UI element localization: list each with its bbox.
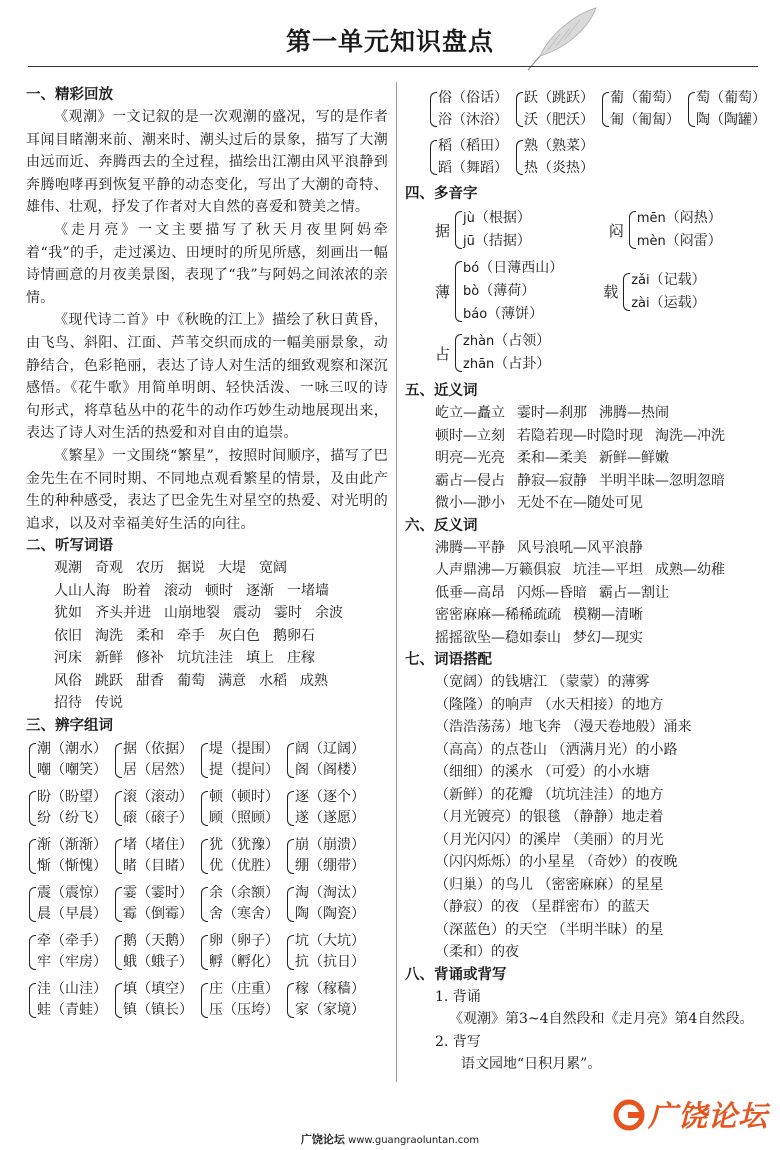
dictation-word: 山崩地裂 xyxy=(164,605,220,622)
word-row xyxy=(54,557,388,580)
pair-line: 压（压垮） xyxy=(209,1002,279,1019)
char-pair xyxy=(200,835,279,878)
reading-line xyxy=(463,280,563,303)
polyphonic-row xyxy=(435,207,763,253)
pinyin: zhàn xyxy=(463,334,495,349)
pinyin: jù xyxy=(463,211,475,226)
column-divider xyxy=(396,82,397,1082)
dictation-word: 庄稼 xyxy=(287,650,315,667)
page-title: 第一单元知识盘点 xyxy=(285,27,494,56)
pair-line: 填（填空） xyxy=(123,980,193,997)
reading-line xyxy=(463,207,531,230)
reading-word: （记载） xyxy=(649,271,706,288)
dictation-word: 余波 xyxy=(315,605,343,622)
reading-list xyxy=(455,257,563,326)
dictation-word: 牵手 xyxy=(177,627,205,644)
dictation-word: 甜香 xyxy=(136,672,164,689)
char-pair xyxy=(114,835,193,878)
dictation-word: 河床 xyxy=(54,650,82,667)
polyphonic-row xyxy=(435,257,763,326)
pair-line: 俗（俗话） xyxy=(438,90,508,106)
section-title: 七、词语搭配 xyxy=(405,652,492,668)
pinyin: bò xyxy=(463,284,480,299)
char-pair xyxy=(200,979,279,1022)
pair-line: 惭（惭愧） xyxy=(37,858,107,875)
pair-line: 阁（阁楼） xyxy=(295,762,365,779)
word-pair-line xyxy=(435,402,763,425)
char-pair xyxy=(286,787,365,830)
reading-line xyxy=(463,330,550,353)
dictation-word: 逐渐 xyxy=(246,582,274,599)
collocation-line: （新鲜）的花瓣 （坑坑洼洼）的地方 xyxy=(435,786,664,803)
word-pair: 模糊—清晰 xyxy=(573,607,643,623)
word-pair: 微小—渺小 xyxy=(435,495,505,511)
reading-word: （闷雷） xyxy=(665,233,722,249)
pair-line: 据（依据） xyxy=(123,740,193,757)
reading-list xyxy=(623,269,705,315)
polyphonic-item xyxy=(603,269,705,315)
char-pair xyxy=(200,787,279,830)
collocation-line: （柔和）的夜 xyxy=(435,944,519,960)
dictation-word: 柔和 xyxy=(136,627,164,644)
pair-line: 庄（庄重） xyxy=(209,980,279,997)
word-pair-line xyxy=(435,492,763,515)
word-pair: 密密麻麻—稀稀疏疏 xyxy=(435,607,561,623)
pair-line: 绷（绷带） xyxy=(295,858,365,875)
char-pair xyxy=(28,931,107,974)
char-pairs-left xyxy=(26,739,388,1022)
word-pair-line xyxy=(435,559,763,582)
pair-line: 顾（照顾） xyxy=(209,810,279,827)
polyphonic-item xyxy=(609,207,722,253)
footer-url: www.guangraoluntan.com xyxy=(348,1135,480,1146)
char-pair xyxy=(286,931,365,974)
pair-line: 渐（渐渐） xyxy=(37,836,107,853)
word-pair: 风号浪吼—风平浪静 xyxy=(517,539,643,556)
dictation-word: 跳跃 xyxy=(95,672,123,689)
word-pair-line xyxy=(435,470,763,493)
section-title: 一、精彩回放 xyxy=(26,87,113,103)
pair-line: 蹈（舞蹈） xyxy=(438,159,508,176)
pair-line: 居（居然） xyxy=(123,762,193,779)
reading-line xyxy=(463,303,563,326)
section-title: 三、辨字组词 xyxy=(26,717,113,734)
pinyin: zài xyxy=(631,295,650,311)
dictation-word: 顿时 xyxy=(205,582,233,599)
char-pair xyxy=(28,883,107,926)
section-title: 五、近义词 xyxy=(405,383,478,399)
pair-line: 匍（匍匐） xyxy=(610,111,680,128)
section-title: 二、听写词语 xyxy=(26,538,113,555)
pair-line: 阔（辽阔） xyxy=(295,740,365,757)
collocation-line: （隆隆）的响声 （水天相接）的地方 xyxy=(435,696,664,713)
char-pair xyxy=(114,931,193,974)
word-pair-line xyxy=(435,627,763,650)
word-row xyxy=(54,670,388,693)
char-pair xyxy=(687,88,766,131)
pair-line: 稼（稼穑） xyxy=(295,980,365,997)
write-label: 2. 背写 xyxy=(435,1033,481,1050)
dictation-word: 一堵墙 xyxy=(287,582,329,599)
word-pair: 沸腾—热闹 xyxy=(599,405,669,421)
word-pair: 顿时—立刻 xyxy=(435,427,505,444)
char-pair xyxy=(515,88,594,131)
section-title: 六、反义词 xyxy=(405,517,478,534)
collocation-line: （静寂）的夜 （星群密布）的蓝天 xyxy=(435,899,650,915)
char-pair xyxy=(286,835,365,878)
char-pair xyxy=(200,883,279,926)
pair-line: 跃（跳跃） xyxy=(524,90,594,106)
dictation-word: 灰白色 xyxy=(218,627,260,644)
dictation-word: 填上 xyxy=(246,650,274,667)
reading-list xyxy=(455,330,550,376)
title-rule xyxy=(28,66,758,67)
footer-site: 广饶论坛 xyxy=(300,1133,345,1146)
pair-line: 浴（沐浴） xyxy=(438,111,508,128)
reading-line xyxy=(463,257,563,280)
pair-line: 霉（倒霉） xyxy=(123,906,193,923)
polyphonic-char: 闷 xyxy=(608,221,624,240)
pair-line: 牵（牵手） xyxy=(37,932,107,949)
pair-line: 孵（孵化） xyxy=(209,954,279,971)
pair-line: 鹅（天鹅） xyxy=(123,932,193,949)
pinyin: jū xyxy=(463,234,475,249)
collocation-line: （宽阔）的钱塘江 （蒙蒙）的薄雾 xyxy=(435,674,650,690)
collocation-list xyxy=(405,671,763,964)
section-title: 四、多音字 xyxy=(405,186,478,202)
polyphonic-item xyxy=(435,207,531,253)
word-pair: 坑洼—平坦 xyxy=(573,562,643,578)
dictation-word: 观潮 xyxy=(54,560,82,577)
char-pair xyxy=(200,739,279,782)
dictation-word: 风俗 xyxy=(54,672,82,689)
dictation-word: 人山人海 xyxy=(54,582,110,599)
dictation-word: 坑坑洼洼 xyxy=(177,650,233,667)
pair-line: 纷（纷飞） xyxy=(37,810,107,827)
pair-line: 崩（崩溃） xyxy=(295,836,365,853)
pair-line: 坑（大坑） xyxy=(295,932,365,949)
dictation-word: 滚动 xyxy=(164,582,192,599)
dictation-word: 招待 xyxy=(54,695,82,712)
pair-line: 堵（堵住） xyxy=(123,836,193,853)
reading-word: （占领） xyxy=(494,333,551,349)
collocation-line: （归巢）的鸟儿 （密密麻麻）的星星 xyxy=(435,876,664,893)
pair-line: 陶（陶罐） xyxy=(696,111,766,128)
char-pair xyxy=(286,883,365,926)
word-pair-line xyxy=(435,537,763,560)
word-pair: 霸占—侵占 xyxy=(435,472,505,489)
pair-line: 震（震惊） xyxy=(37,884,107,901)
reading-word: （运载） xyxy=(649,294,706,311)
char-pair xyxy=(429,88,508,131)
pair-line: 家（家境） xyxy=(295,1002,365,1019)
pair-line: 淘（淘汰） xyxy=(295,884,365,901)
polyphonic-char: 据 xyxy=(435,221,451,240)
char-pair xyxy=(429,136,508,179)
pair-line: 蛙（青蛙） xyxy=(37,1002,107,1019)
polyphonic-char: 薄 xyxy=(435,283,451,301)
dictation-word: 水稻 xyxy=(259,672,287,689)
pair-line: 晨（早晨） xyxy=(37,906,107,923)
pair-line: 盼（盼望） xyxy=(37,788,107,805)
dictation-word: 传说 xyxy=(95,695,123,712)
dictation-word: 满意 xyxy=(218,672,246,689)
word-row xyxy=(54,580,388,603)
pair-line: 霎（霎时） xyxy=(123,884,193,901)
pinyin: bó xyxy=(463,261,480,276)
pair-line: 蛾（蛾子） xyxy=(123,954,193,971)
char-pair xyxy=(114,787,193,830)
reading-line xyxy=(637,207,722,230)
collocation-line: （细细）的溪水 （可爱）的小水塘 xyxy=(435,764,650,780)
pinyin: báo xyxy=(463,307,488,322)
char-pair xyxy=(28,787,107,830)
reading-line xyxy=(631,269,705,292)
char-pair xyxy=(601,88,680,131)
reading-line xyxy=(463,230,531,253)
collocation-line: （高高）的点苍山 （洒满月光）的小路 xyxy=(435,741,678,758)
polyphonic-char: 载 xyxy=(603,283,619,301)
paragraph: 《观潮》一文记叙的是一次观潮的盛况，写的是作者耳闻目睹潮来前、潮来时、潮头过后的景象，描写了大潮由远而近、奔腾西去的全过程，描绘出江潮由风平浪静到奔腾咆哮再到恢复平静的动态变化，写出了大潮的奇特、雄伟、壮观，抒发了作者对大自然的喜爱和赞美之情。 xyxy=(26,109,388,216)
reading-list xyxy=(629,207,722,253)
pair-line: 潮（潮水） xyxy=(37,740,107,757)
word-row xyxy=(54,647,388,670)
dictation-word: 依旧 xyxy=(54,627,82,644)
reading-word: （薄饼） xyxy=(487,306,544,322)
recite-text: 《观潮》第3~4自然段和《走月亮》第4自然段。 xyxy=(449,1011,754,1027)
char-pair xyxy=(28,979,107,1022)
reading-word: （拮据） xyxy=(474,233,531,249)
word-pair: 梦幻—现实 xyxy=(573,629,643,646)
word-pair-line xyxy=(435,582,763,605)
left-column xyxy=(26,84,388,1022)
word-pair: 静寂—寂静 xyxy=(517,472,587,489)
recite-label: 1. 背诵 xyxy=(435,988,481,1005)
word-pair: 柔和—柔美 xyxy=(517,450,587,466)
word-pair: 沸腾—平静 xyxy=(435,539,505,556)
pair-line: 热（炎热） xyxy=(524,159,594,176)
reading-word: （闷热） xyxy=(665,210,722,226)
word-pair-line xyxy=(435,425,763,448)
dictation-words xyxy=(26,557,388,715)
dictation-word: 葡萄 xyxy=(177,672,205,689)
pair-line: 逐（逐个） xyxy=(295,788,365,805)
dictation-word: 宽阔 xyxy=(259,560,287,577)
pair-line: 遂（遂愿） xyxy=(295,810,365,827)
dictation-word: 鹅卵石 xyxy=(273,627,315,644)
dictation-word: 成熟 xyxy=(300,672,328,689)
word-pair: 淘洗—冲洗 xyxy=(655,427,725,444)
char-pair xyxy=(114,883,193,926)
dictation-word: 新鲜 xyxy=(95,650,123,667)
paragraph: 《现代诗二首》中《秋晚的江上》描绘了秋日黄昏，由飞鸟、斜阳、江面、芦苇交织而成的一幅美丽景象，动静结合，色彩艳丽，表达了诗人对生活的细致观察和深沉感悟。《花牛歌》用简单明朗、轻快活泼、一咏三叹的诗句形式，将草毡丛中的花牛的动作巧妙生动地展现出来，表达了诗人对生活的热爱和对自由的追崇。 xyxy=(26,312,388,442)
pair-line: 滚（滚动） xyxy=(123,788,193,805)
polyphonic-row xyxy=(435,330,763,376)
pinyin: zǎi xyxy=(631,272,650,288)
char-pair xyxy=(286,979,365,1022)
polyphonic-char: 占 xyxy=(435,344,451,363)
reading-line xyxy=(463,353,550,376)
dictation-word: 盼着 xyxy=(123,582,151,599)
pair-line: 萄（葡萄） xyxy=(696,90,766,106)
word-pair: 明亮—光亮 xyxy=(435,450,505,466)
dictation-word: 霎时 xyxy=(274,605,302,622)
word-pair: 霎时—刹那 xyxy=(517,405,587,421)
word-pair: 新鲜—鲜嫩 xyxy=(599,450,669,466)
write-text: 语文园地“日积月累”。 xyxy=(461,1056,602,1072)
pair-line: 顿（顿时） xyxy=(209,788,279,805)
dictation-word: 淘洗 xyxy=(95,627,123,644)
reading-word: （根据） xyxy=(474,210,531,226)
reading-word: （薄荷） xyxy=(479,283,536,299)
word-pair: 若隐若现—时隐时现 xyxy=(517,427,643,444)
char-pair xyxy=(200,931,279,974)
dictation-word: 犹如 xyxy=(54,605,82,622)
pinyin: mēn xyxy=(636,211,666,226)
pair-line: 优（优胜） xyxy=(209,858,279,875)
collocation-line: （月光闪闪）的溪岸 （美丽）的月光 xyxy=(435,831,664,848)
word-pair-line xyxy=(435,447,763,470)
dictation-word: 据说 xyxy=(177,560,205,577)
pair-line: 沃（肥沃） xyxy=(524,111,594,128)
reading-list xyxy=(455,207,531,253)
reading-word: （日薄西山） xyxy=(479,260,564,276)
reading-line xyxy=(637,230,722,253)
paragraph: 《繁星》一文围绕“繁星”，按照时间顺序，描写了巴金先生在不同时期、不同地点观看繁星的情景，及由此产生的种种感受，表达了巴金先生对星空的热爱、对光明的追求，以及对幸福美好生活的向往。 xyxy=(26,447,388,532)
char-pair xyxy=(28,835,107,878)
word-pair: 摇摇欲坠—稳如泰山 xyxy=(435,629,561,646)
word-pair: 人声鼎沸—万籁俱寂 xyxy=(435,562,561,578)
pair-line: 洼（山洼） xyxy=(37,980,107,997)
char-pair xyxy=(28,739,107,782)
polyphonic-item xyxy=(435,257,563,326)
word-row xyxy=(54,602,388,625)
dictation-word: 奇观 xyxy=(95,560,123,577)
antonym-list xyxy=(405,537,763,650)
pair-line: 熟（熟菜） xyxy=(524,138,594,154)
word-pair: 霸占—割让 xyxy=(599,584,669,601)
char-pair xyxy=(515,136,594,179)
pair-line: 陶（陶瓷） xyxy=(295,906,365,923)
logo-text: 广饶论坛 xyxy=(648,1099,769,1133)
dictation-word: 大堤 xyxy=(218,560,246,577)
char-pair xyxy=(114,739,193,782)
pair-line: 犹（犹豫） xyxy=(209,836,279,853)
pair-line: 葡（葡萄） xyxy=(610,90,680,106)
paragraph: 《走月亮》一文主要描写了秋天月夜里阿妈牵着“我”的手，走过溪边、田埂时的所见所感，刻画出一幅诗情画意的月夜美景图，表现了“我”与阿妈之间浓浓的亲情。 xyxy=(26,221,388,306)
pair-line: 牢（牢房） xyxy=(37,954,107,971)
site-logo xyxy=(612,1094,768,1135)
char-pair xyxy=(286,739,365,782)
collocation-line: （浩浩荡荡）地飞奔 （漫天卷地般）涌来 xyxy=(435,719,692,735)
pair-line: 提（提问） xyxy=(209,762,279,779)
section-title: 八、背诵或背写 xyxy=(405,966,507,983)
polyphonic-item xyxy=(435,330,550,376)
word-row xyxy=(54,692,388,715)
pair-line: 睹（目睹） xyxy=(123,858,193,875)
dictation-word: 齐头并进 xyxy=(95,605,151,622)
pair-line: 舍（寒舍） xyxy=(209,906,279,923)
synonym-list xyxy=(405,402,763,515)
word-pair-line xyxy=(435,604,763,627)
pair-line: 磙（磙子） xyxy=(123,810,193,827)
dictation-word: 震动 xyxy=(233,605,261,622)
right-column xyxy=(405,84,766,1076)
pair-line: 镇（镇长） xyxy=(123,1002,193,1019)
pair-line: 抗（抗日） xyxy=(295,954,365,971)
word-pair: 成熟—幼稚 xyxy=(655,562,725,578)
pair-line: 稻（稻田） xyxy=(438,138,508,154)
pair-line: 卵（卵子） xyxy=(209,932,279,949)
word-pair: 低垂—高昂 xyxy=(435,584,505,601)
pair-line: 堤（提围） xyxy=(209,740,279,757)
pair-line: 嘲（嘲笑） xyxy=(37,762,107,779)
reading-word: （占卦） xyxy=(494,356,551,372)
word-pair: 无处不在—随处可见 xyxy=(517,495,643,511)
word-pair: 闪烁—昏暗 xyxy=(517,584,587,601)
char-pair xyxy=(114,979,193,1022)
pinyin: mèn xyxy=(636,234,666,249)
char-pairs-right xyxy=(405,88,766,179)
collocation-line: （月光镀亮）的银毯 （静静）地走着 xyxy=(435,809,664,825)
pinyin: zhān xyxy=(463,357,495,372)
polyphonic-chars xyxy=(405,207,763,376)
word-pair: 屹立—矗立 xyxy=(435,405,505,421)
word-row xyxy=(54,625,388,648)
dictation-word: 修补 xyxy=(136,650,164,667)
reading-line xyxy=(631,292,705,315)
word-pair: 半明半昧—忽明忽暗 xyxy=(599,472,725,489)
collocation-line: （闪闪烁烁）的小星星 （奇妙）的夜晚 xyxy=(435,854,678,870)
logo-icon xyxy=(612,1098,646,1132)
dictation-word: 农历 xyxy=(136,560,164,577)
pair-line: 余（余额） xyxy=(209,884,279,901)
collocation-line: （深蓝色）的天空 （半明半昧）的星 xyxy=(435,921,664,938)
